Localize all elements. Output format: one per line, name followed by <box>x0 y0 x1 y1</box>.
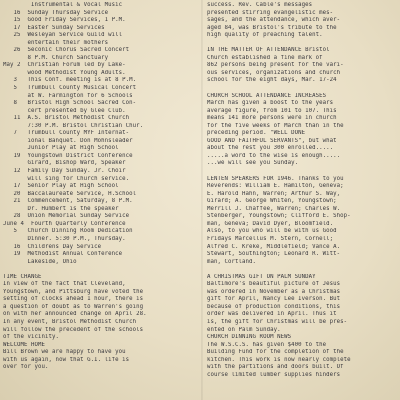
text-line: 19 Methodist Annual Conference <box>3 251 123 258</box>
left-column <box>3 2 199 372</box>
text-line: Dinner. 5:30 P.M., Thursday. <box>3 235 126 242</box>
text-line: 8 Bristol High School Sacred Con- <box>3 100 137 107</box>
text-line: E. Harold Hahn, Warren; Arthur S. Way, <box>207 190 341 197</box>
text-line: ous services, organizations and church <box>207 69 341 76</box>
text-line <box>207 266 400 274</box>
text-line: Girard; A. George Whiten, Youngstown; <box>207 198 337 205</box>
text-line: with the partitions and doors built. Of <box>207 364 344 371</box>
text-line: for the five weeks of March than in the <box>207 122 344 129</box>
page-fold <box>201 0 203 400</box>
text-line: Also, to you who will be with us Good <box>207 228 337 235</box>
text-line: ...we will see you Sunday. <box>207 160 299 167</box>
text-line: Bill Brown we are happy to have you <box>3 349 126 356</box>
text-line: LENTEN SPEAKERS FOR 1946. Thanks to you <box>207 175 344 182</box>
text-line: 16 Sunday Thursday Service <box>3 9 109 16</box>
text-line: 3 This Conf. meeting is at 8 P.M. <box>3 77 137 84</box>
text-line: Junior Play at High School <box>3 145 119 152</box>
text-line: entertain their mothers <box>3 39 109 46</box>
text-line: IN THE MATTER OF ATTENDANCE Bristol <box>207 47 330 54</box>
text-line: school for the eight days, Mar. 17-24 <box>207 77 337 84</box>
text-line: June 4 Fourth Quarterly Conference <box>3 220 126 227</box>
text-line: In view of the fact that Cleveland, <box>3 281 126 288</box>
text-line: man, Geneva; David Dyer, Bloomfield. <box>207 220 334 227</box>
text-line: 16 Childrens Day Service <box>3 243 102 250</box>
text-line: will follow the precedent of the schools <box>3 326 144 333</box>
text-line: 11 A.S. Bristol Methodist Church <box>3 115 130 122</box>
text-line: Girard, Bishop Ward, Speaker <box>3 160 126 167</box>
text-line: kitchen. This work is now nearly complete <box>207 356 351 363</box>
text-line: Instrumental & Vocal Music <box>3 2 123 8</box>
text-line: of the vicinity. <box>3 334 60 341</box>
text-line: man, Cortland. <box>207 258 257 265</box>
text-line: a question of doubt as to Warren's going <box>3 303 144 310</box>
text-line: high quality of preaching talent. <box>207 32 323 39</box>
text-line: Reverends: William E. Hamilton, Geneva; <box>207 183 344 190</box>
text-line <box>207 85 400 93</box>
text-line: 26 Seconic Chorus Sacred Concert <box>3 47 130 54</box>
text-line: CHURCH DINNING ROOM NEWS <box>207 334 292 341</box>
text-line: gift for April, Nancy Lee Iverson. But <box>207 296 341 303</box>
text-line: .....a word to the wise is enough..... <box>207 152 341 159</box>
text-line: course limited lumber supplies hinders <box>207 371 341 378</box>
text-line: ional Banquet. Don Mohnsleader <box>3 137 133 144</box>
text-line: CHURCH SCHOOL ATTENDANCE INCREASES <box>207 92 327 99</box>
text-line: is, the gift for Christmas will be pres- <box>207 318 348 325</box>
text-line: average figure, from 101 to 107. This <box>207 107 337 114</box>
text-line: GOOD AND FAITHFUL SERVANTS", but what <box>207 137 337 144</box>
text-line: 5 Church Dinning Room Dedication <box>3 228 133 235</box>
text-line: 862 persons being present for the vari- <box>207 62 344 69</box>
text-line: Merrill J. Chaffee, Warren; Charles W. <box>207 205 341 212</box>
text-line <box>207 168 400 176</box>
text-line: aged 84, was Bristol's tribute to the <box>207 24 337 31</box>
text-line: 17 Easter Sunday Services <box>3 24 105 31</box>
text-line: order was delivered in April. Thus it <box>207 311 337 318</box>
text-line: 19 Youngstown District Conference <box>3 152 133 159</box>
text-line: Church established a fine mark of <box>207 54 323 61</box>
text-line: because of production conditions, this <box>207 303 341 310</box>
text-line: cert presented by Glee Club. <box>3 107 126 114</box>
text-line: Youngstown, and Pittsburg have voted the <box>3 288 144 295</box>
text-line <box>3 266 199 274</box>
text-line: wood Methodist Young Adults. <box>3 69 126 76</box>
text-line: sages, and the attendance, which aver- <box>207 17 341 24</box>
text-line: 20 Baccalaureate Service, H.School <box>3 190 137 197</box>
text-line: March has given a boost to the years <box>207 100 334 107</box>
text-line: Lakeside, Ohio <box>3 258 77 265</box>
text-line: was ordered in November as a Christmas <box>207 288 341 295</box>
text-line: A CHRISTMAS GIFT ON PALM SUNDAY <box>207 273 316 280</box>
text-line: 17 Senior Play at High School <box>3 183 119 190</box>
text-line: 7 Trumbull County MYF Internat- <box>3 130 130 137</box>
text-line: 21 Commencement, Saturday, 8 P.M. <box>3 198 133 205</box>
text-line: May 2 Christian Forum led by Lake- <box>3 62 126 69</box>
text-line: preceding period. "WELL DONE <box>207 130 306 137</box>
text-line: Alfred C. Kreke, Middlefield; Vance A. <box>207 243 341 250</box>
text-line: Baltimore's beautiful picture of Jesus <box>207 281 341 288</box>
text-line: In any event, Bristol Methodist Church <box>3 318 137 325</box>
text-line: over for you. <box>3 364 49 371</box>
text-line: success. Rev. Cable's messages <box>207 2 313 8</box>
text-line: Stenberger, Youngstown; Clifford E. Shop- <box>207 213 351 220</box>
text-line: presented stirring evangelistic mes- <box>207 9 334 16</box>
text-line: TIME CHANGE <box>3 273 42 280</box>
text-line: setting of clocks ahead 1 hour, there is <box>3 296 144 303</box>
text-line: on with her announced change on April 28. <box>3 311 147 318</box>
text-line: means 141 more persons were in church <box>207 115 337 122</box>
right-column <box>207 2 400 379</box>
text-line: will sing for Church service. <box>3 175 130 182</box>
text-line: about the rest you 300 enrolled..... <box>207 145 334 152</box>
text-line: 25 Wesleyan Service Guild will <box>3 32 123 39</box>
text-line: Dr. Humbert is the speaker <box>3 205 119 212</box>
text-line: 5 Trumbull County Musical Concert <box>3 85 137 92</box>
text-line: Fridays Marcellus M. Stern, Cornell; <box>207 235 334 242</box>
text-line: 12 Family Day Sunday. Jr. Choir <box>3 168 126 175</box>
text-line: ented on Palm Sunday. <box>207 326 281 333</box>
text-line <box>207 40 400 48</box>
text-line: 7:30 P.M. Bristol Christian Chur. <box>3 122 144 129</box>
text-line: Stewart, Southington; Leonard R. Witt- <box>207 251 341 258</box>
text-line: 15 Good Friday Services, 1 P.M. <box>3 17 126 24</box>
text-line: 28 Union Memorial Sunday Service <box>3 213 130 220</box>
text-line: at W. Farmington for 6 Schools <box>3 92 133 99</box>
text-line: 8 P.M. Church Sanctuary <box>3 54 109 61</box>
text-line: WELCOME HOME <box>3 341 46 348</box>
text-line: The W.S.C.S. has given $400 to the <box>207 341 327 348</box>
text-line: with us again, now that G.I. life is <box>3 356 130 363</box>
text-line: Building Fund for the completion of the <box>207 349 344 356</box>
